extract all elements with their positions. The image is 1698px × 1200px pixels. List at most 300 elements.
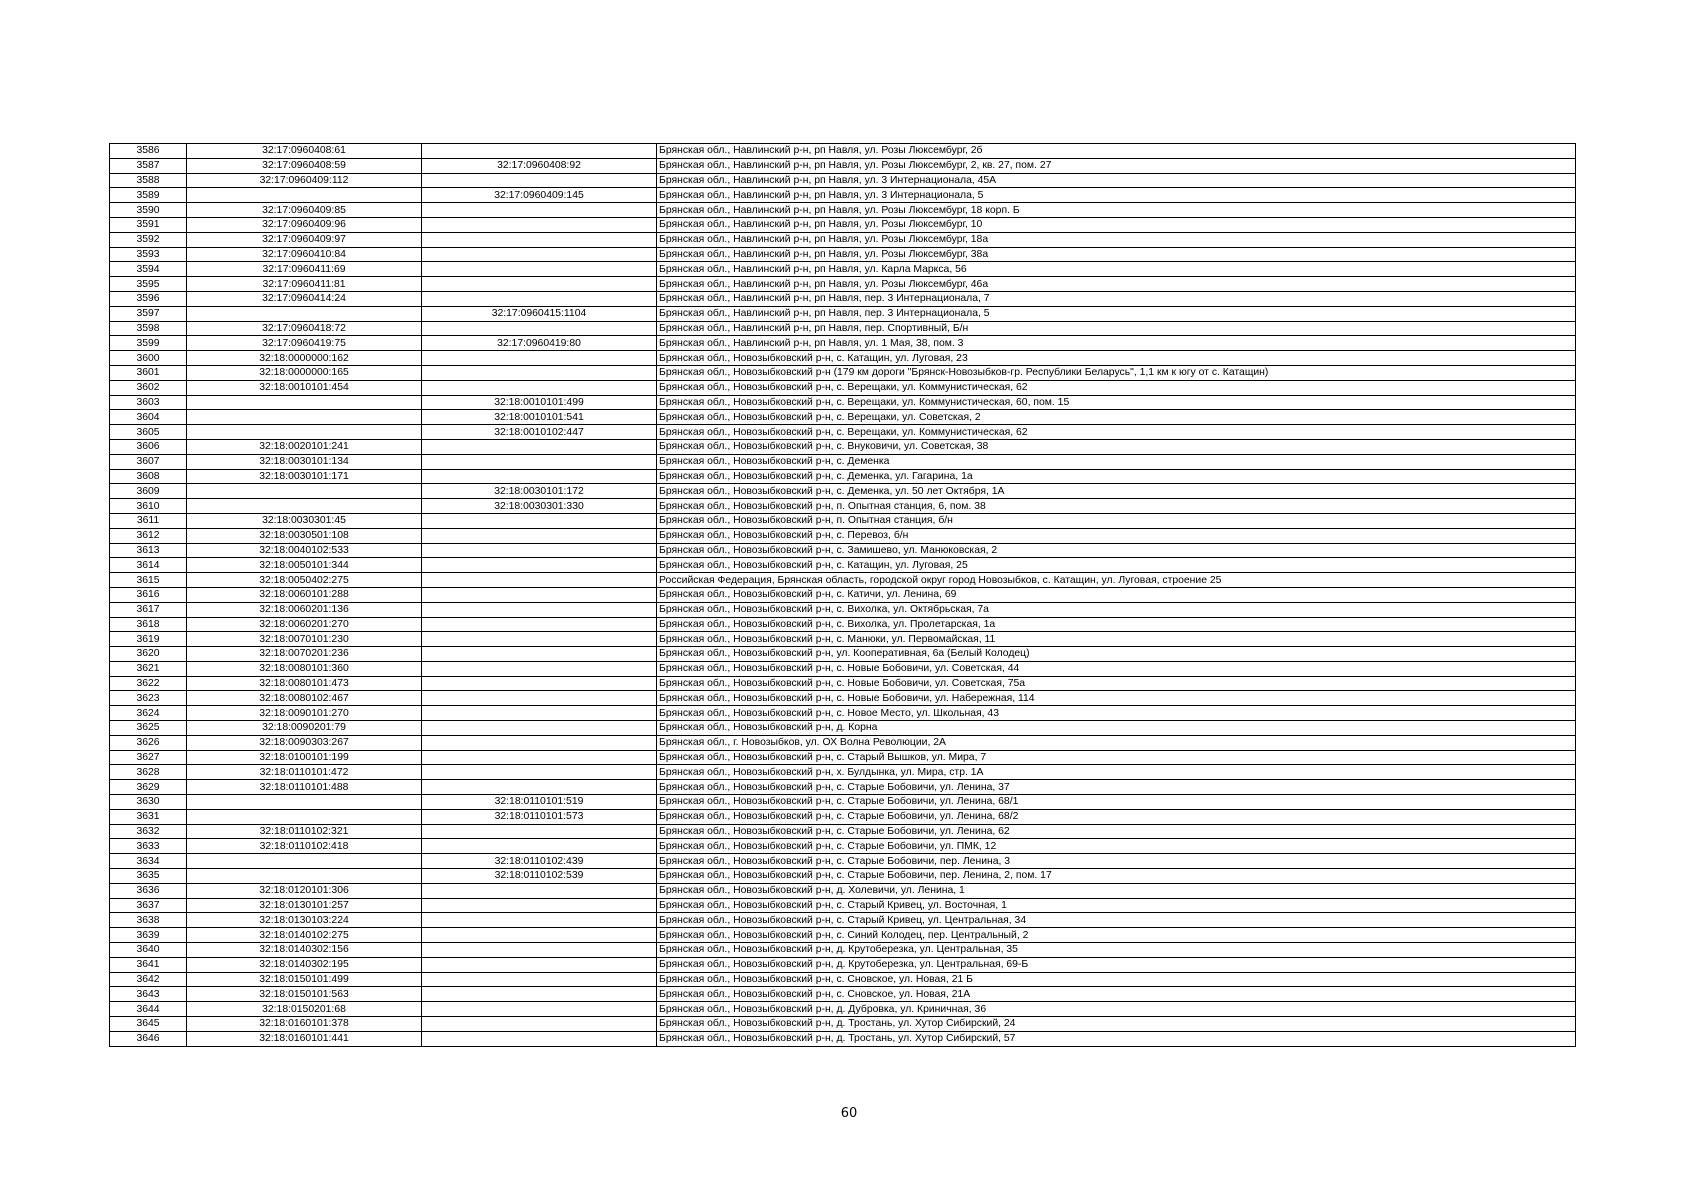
parent-cadastral-number-cell: 32:18:0030301:330 bbox=[422, 499, 657, 514]
table-row bbox=[110, 809, 1576, 824]
row-number-cell: 3640 bbox=[110, 943, 187, 958]
table-row bbox=[110, 869, 1576, 884]
parent-cadastral-number-cell bbox=[422, 247, 657, 262]
cadastral-number-cell: 32:18:0110101:472 bbox=[187, 765, 422, 780]
cadastral-number-cell: 32:17:0960419:75 bbox=[187, 336, 422, 351]
address-cell: Брянская обл., Новозыбковский р-н, с. Вихолка, ул. Октябрьская, 7а bbox=[657, 602, 1576, 617]
address-cell: Брянская обл., Новозыбковский р-н, с. Сновское, ул. Новая, 21 Б bbox=[657, 972, 1576, 987]
row-number-cell: 3646 bbox=[110, 1031, 187, 1046]
table-row bbox=[110, 499, 1576, 514]
row-number-cell: 3645 bbox=[110, 1017, 187, 1032]
row-number-cell: 3602 bbox=[110, 380, 187, 395]
table-row bbox=[110, 528, 1576, 543]
row-number-cell: 3606 bbox=[110, 439, 187, 454]
table-row bbox=[110, 188, 1576, 203]
parent-cadastral-number-cell bbox=[422, 587, 657, 602]
address-cell: Брянская обл., Новозыбковский р-н, с. Деменка bbox=[657, 454, 1576, 469]
parent-cadastral-number-cell bbox=[422, 617, 657, 632]
address-cell: Брянская обл., Новозыбковский р-н, ул. Кооперативная, 6а (Белый Колодец) bbox=[657, 647, 1576, 662]
address-cell: Брянская обл., Новозыбковский р-н, с. Старый Вышков, ул. Мира, 7 bbox=[657, 750, 1576, 765]
cadastral-number-cell bbox=[187, 795, 422, 810]
parent-cadastral-number-cell bbox=[422, 839, 657, 854]
table-row bbox=[110, 676, 1576, 691]
parent-cadastral-number-cell: 32:18:0010101:541 bbox=[422, 410, 657, 425]
parent-cadastral-number-cell: 32:18:0110101:573 bbox=[422, 809, 657, 824]
cadastral-number-cell: 32:18:0030101:134 bbox=[187, 454, 422, 469]
parent-cadastral-number-cell bbox=[422, 469, 657, 484]
row-number-cell: 3593 bbox=[110, 247, 187, 262]
cadastral-number-cell: 32:18:0120101:306 bbox=[187, 883, 422, 898]
row-number-cell: 3616 bbox=[110, 587, 187, 602]
parent-cadastral-number-cell bbox=[422, 750, 657, 765]
row-number-cell: 3594 bbox=[110, 262, 187, 277]
address-cell: Брянская обл., Новозыбковский р-н, с. Верещаки, ул. Коммунистическая, 60, пом. 15 bbox=[657, 395, 1576, 410]
parent-cadastral-number-cell bbox=[422, 676, 657, 691]
cadastral-number-cell: 32:17:0960408:61 bbox=[187, 144, 422, 159]
table-row bbox=[110, 854, 1576, 869]
table-row bbox=[110, 957, 1576, 972]
parent-cadastral-number-cell: 32:18:0010102:447 bbox=[422, 425, 657, 440]
row-number-cell: 3590 bbox=[110, 203, 187, 218]
cadastral-number-cell: 32:18:0160101:441 bbox=[187, 1031, 422, 1046]
table-row bbox=[110, 1031, 1576, 1046]
cadastral-number-cell: 32:18:0060101:288 bbox=[187, 587, 422, 602]
cadastral-number-cell bbox=[187, 854, 422, 869]
parent-cadastral-number-cell: 32:18:0010101:499 bbox=[422, 395, 657, 410]
parent-cadastral-number-cell bbox=[422, 898, 657, 913]
row-number-cell: 3622 bbox=[110, 676, 187, 691]
address-cell: Брянская обл., Новозыбковский р-н, с. Вихолка, ул. Пролетарская, 1а bbox=[657, 617, 1576, 632]
cadastral-number-cell: 32:17:0960411:69 bbox=[187, 262, 422, 277]
row-number-cell: 3631 bbox=[110, 809, 187, 824]
row-number-cell: 3642 bbox=[110, 972, 187, 987]
table-row bbox=[110, 617, 1576, 632]
parent-cadastral-number-cell bbox=[422, 173, 657, 188]
row-number-cell: 3607 bbox=[110, 454, 187, 469]
table-row bbox=[110, 898, 1576, 913]
cadastral-number-cell: 32:18:0140302:156 bbox=[187, 943, 422, 958]
row-number-cell: 3587 bbox=[110, 158, 187, 173]
table-row bbox=[110, 750, 1576, 765]
row-number-cell: 3586 bbox=[110, 144, 187, 159]
table-row bbox=[110, 661, 1576, 676]
address-cell: Брянская обл., Новозыбковский р-н, д. Корна bbox=[657, 721, 1576, 736]
row-number-cell: 3639 bbox=[110, 928, 187, 943]
parent-cadastral-number-cell bbox=[422, 573, 657, 588]
address-cell: Брянская обл., Новозыбковский р-н, с. Старые Бобовичи, пер. Ленина, 2, пом. 17 bbox=[657, 869, 1576, 884]
address-cell: Брянская обл., Новозыбковский р-н, п. Опытная станция, 6, пом. 38 bbox=[657, 499, 1576, 514]
address-cell: Брянская обл., Новозыбковский р-н, с. Новые Бобовичи, ул. Советская, 44 bbox=[657, 661, 1576, 676]
row-number-cell: 3608 bbox=[110, 469, 187, 484]
address-cell: Брянская обл., Навлинский р-н, рп Навля, пер. 3 Интернационала, 5 bbox=[657, 306, 1576, 321]
table-row bbox=[110, 735, 1576, 750]
row-number-cell: 3605 bbox=[110, 425, 187, 440]
table-row bbox=[110, 277, 1576, 292]
parent-cadastral-number-cell: 32:18:0110102:439 bbox=[422, 854, 657, 869]
table-row bbox=[110, 395, 1576, 410]
parent-cadastral-number-cell bbox=[422, 765, 657, 780]
address-cell: Брянская обл., Новозыбковский р-н, с. Старые Бобовичи, пер. Ленина, 3 bbox=[657, 854, 1576, 869]
cadastral-number-cell: 32:18:0000000:162 bbox=[187, 351, 422, 366]
parent-cadastral-number-cell: 32:18:0030101:172 bbox=[422, 484, 657, 499]
row-number-cell: 3635 bbox=[110, 869, 187, 884]
address-cell: Брянская обл., Навлинский р-н, рп Навля, пер. Спортивный, Б/н bbox=[657, 321, 1576, 336]
row-number-cell: 3629 bbox=[110, 780, 187, 795]
parent-cadastral-number-cell bbox=[422, 691, 657, 706]
parent-cadastral-number-cell bbox=[422, 351, 657, 366]
table-row bbox=[110, 203, 1576, 218]
cadastral-number-cell: 32:17:0960409:97 bbox=[187, 232, 422, 247]
row-number-cell: 3592 bbox=[110, 232, 187, 247]
table-row bbox=[110, 824, 1576, 839]
parent-cadastral-number-cell bbox=[422, 721, 657, 736]
table-row bbox=[110, 795, 1576, 810]
table-row bbox=[110, 439, 1576, 454]
cadastral-number-cell: 32:18:0090101:270 bbox=[187, 706, 422, 721]
row-number-cell: 3637 bbox=[110, 898, 187, 913]
address-cell: Брянская обл., Новозыбковский р-н, с. Верещаки, ул. Коммунистическая, 62 bbox=[657, 425, 1576, 440]
table-row bbox=[110, 1017, 1576, 1032]
parent-cadastral-number-cell bbox=[422, 513, 657, 528]
table-row bbox=[110, 928, 1576, 943]
table-row bbox=[110, 647, 1576, 662]
table-row bbox=[110, 380, 1576, 395]
parent-cadastral-number-cell bbox=[422, 232, 657, 247]
row-number-cell: 3596 bbox=[110, 291, 187, 306]
parent-cadastral-number-cell bbox=[422, 883, 657, 898]
address-cell: Брянская обл., Навлинский р-н, рп Навля, ул. 1 Мая, 38, пом. 3 bbox=[657, 336, 1576, 351]
row-number-cell: 3621 bbox=[110, 661, 187, 676]
cadastral-number-cell: 32:18:0130103:224 bbox=[187, 913, 422, 928]
cadastral-number-cell: 32:18:0080101:360 bbox=[187, 661, 422, 676]
address-cell: Брянская обл., г. Новозыбков, ул. ОХ Волна Революции, 2А bbox=[657, 735, 1576, 750]
address-cell: Брянская обл., Новозыбковский р-н, с. Верещаки, ул. Советская, 2 bbox=[657, 410, 1576, 425]
address-cell: Брянская обл., Новозыбковский р-н, с. Старые Бобовичи, ул. ПМК, 12 bbox=[657, 839, 1576, 854]
address-cell: Брянская обл., Новозыбковский р-н, с. Деменка, ул. Гагарина, 1а bbox=[657, 469, 1576, 484]
parent-cadastral-number-cell: 32:17:0960408:92 bbox=[422, 158, 657, 173]
table-row bbox=[110, 232, 1576, 247]
parent-cadastral-number-cell bbox=[422, 144, 657, 159]
address-cell: Брянская обл., Навлинский р-н, рп Навля, ул. 3 Интернационала, 45А bbox=[657, 173, 1576, 188]
address-cell: Брянская обл., Новозыбковский р-н, с. Старые Бобовичи, ул. Ленина, 68/2 bbox=[657, 809, 1576, 824]
table-row bbox=[110, 410, 1576, 425]
page-number: 60 bbox=[840, 1106, 858, 1121]
table-row bbox=[110, 217, 1576, 232]
cadastral-number-cell bbox=[187, 499, 422, 514]
table-row bbox=[110, 454, 1576, 469]
parent-cadastral-number-cell bbox=[422, 1002, 657, 1017]
parent-cadastral-number-cell bbox=[422, 380, 657, 395]
address-cell: Брянская обл., Новозыбковский р-н, с. Внуковичи, ул. Советская, 38 bbox=[657, 439, 1576, 454]
address-cell: Брянская обл., Навлинский р-н, рп Навля, ул. Розы Люксембург, 46а bbox=[657, 277, 1576, 292]
cadastral-number-cell: 32:18:0060201:270 bbox=[187, 617, 422, 632]
row-number-cell: 3604 bbox=[110, 410, 187, 425]
cadastral-number-cell: 32:18:0150101:499 bbox=[187, 972, 422, 987]
table-row bbox=[110, 632, 1576, 647]
parent-cadastral-number-cell bbox=[422, 1017, 657, 1032]
row-number-cell: 3620 bbox=[110, 647, 187, 662]
row-number-cell: 3612 bbox=[110, 528, 187, 543]
cadastral-number-cell: 32:18:0090201:79 bbox=[187, 721, 422, 736]
cadastral-number-cell: 32:17:0960410:84 bbox=[187, 247, 422, 262]
cadastral-number-cell: 32:18:0010101:454 bbox=[187, 380, 422, 395]
parent-cadastral-number-cell bbox=[422, 321, 657, 336]
address-cell: Брянская обл., Новозыбковский р-н, с. Замишево, ул. Манюковская, 2 bbox=[657, 543, 1576, 558]
parent-cadastral-number-cell bbox=[422, 528, 657, 543]
row-number-cell: 3633 bbox=[110, 839, 187, 854]
table-row bbox=[110, 587, 1576, 602]
row-number-cell: 3609 bbox=[110, 484, 187, 499]
row-number-cell: 3615 bbox=[110, 573, 187, 588]
parent-cadastral-number-cell bbox=[422, 735, 657, 750]
cadastral-number-cell: 32:18:0070201:236 bbox=[187, 647, 422, 662]
row-number-cell: 3634 bbox=[110, 854, 187, 869]
row-number-cell: 3591 bbox=[110, 217, 187, 232]
address-cell: Брянская обл., Навлинский р-н, рп Навля, пер. 3 Интернационала, 7 bbox=[657, 291, 1576, 306]
row-number-cell: 3624 bbox=[110, 706, 187, 721]
cadastral-number-cell: 32:17:0960408:59 bbox=[187, 158, 422, 173]
address-cell: Брянская обл., Новозыбковский р-н, х. Булдынка, ул. Мира, стр. 1А bbox=[657, 765, 1576, 780]
row-number-cell: 3603 bbox=[110, 395, 187, 410]
parent-cadastral-number-cell bbox=[422, 439, 657, 454]
table-row bbox=[110, 513, 1576, 528]
cadastral-number-cell: 32:18:0110102:418 bbox=[187, 839, 422, 854]
address-cell: Брянская обл., Навлинский р-н, рп Навля, ул. Розы Люксембург, 10 bbox=[657, 217, 1576, 232]
table-row bbox=[110, 839, 1576, 854]
table-row bbox=[110, 336, 1576, 351]
address-cell: Брянская обл., Навлинский р-н, рп Навля, ул. Розы Люксембург, 18 корп. Б bbox=[657, 203, 1576, 218]
parent-cadastral-number-cell bbox=[422, 1031, 657, 1046]
row-number-cell: 3618 bbox=[110, 617, 187, 632]
parent-cadastral-number-cell bbox=[422, 632, 657, 647]
cadastral-number-cell: 32:18:0070101:230 bbox=[187, 632, 422, 647]
row-number-cell: 3614 bbox=[110, 558, 187, 573]
row-number-cell: 3613 bbox=[110, 543, 187, 558]
address-cell: Брянская обл., Новозыбковский р-н (179 км дороги "Брянск-Новозыбков-гр. Республики Беларусь", 1,1 км к югу от с. Катащин) bbox=[657, 365, 1576, 380]
cadastral-number-cell: 32:18:0150201:68 bbox=[187, 1002, 422, 1017]
row-number-cell: 3628 bbox=[110, 765, 187, 780]
address-cell: Брянская обл., Новозыбковский р-н, с. Деменка, ул. 50 лет Октября, 1А bbox=[657, 484, 1576, 499]
address-cell: Брянская обл., Новозыбковский р-н, с. Катащин, ул. Луговая, 23 bbox=[657, 351, 1576, 366]
parent-cadastral-number-cell: 32:17:0960409:145 bbox=[422, 188, 657, 203]
cadastral-number-cell: 32:18:0110102:321 bbox=[187, 824, 422, 839]
address-cell: Брянская обл., Новозыбковский р-н, с. Синий Колодец, пер. Центральный, 2 bbox=[657, 928, 1576, 943]
address-cell: Брянская обл., Новозыбковский р-н, с. Старый Кривец, ул. Восточная, 1 bbox=[657, 898, 1576, 913]
parent-cadastral-number-cell bbox=[422, 217, 657, 232]
row-number-cell: 3643 bbox=[110, 987, 187, 1002]
cadastral-number-cell: 32:18:0130101:257 bbox=[187, 898, 422, 913]
address-cell: Брянская обл., Новозыбковский р-н, с. Старые Бобовичи, ул. Ленина, 62 bbox=[657, 824, 1576, 839]
row-number-cell: 3636 bbox=[110, 883, 187, 898]
table-row bbox=[110, 558, 1576, 573]
cadastral-number-cell bbox=[187, 484, 422, 499]
table-row bbox=[110, 573, 1576, 588]
address-cell: Брянская обл., Навлинский р-н, рп Навля, ул. Розы Люксембург, 18а bbox=[657, 232, 1576, 247]
parent-cadastral-number-cell bbox=[422, 543, 657, 558]
table-row bbox=[110, 321, 1576, 336]
table-row bbox=[110, 262, 1576, 277]
address-cell: Брянская обл., Новозыбковский р-н, д. Крутоберезка, ул. Центральная, 35 bbox=[657, 943, 1576, 958]
table-row bbox=[110, 765, 1576, 780]
table-row bbox=[110, 291, 1576, 306]
parent-cadastral-number-cell bbox=[422, 203, 657, 218]
registry-table bbox=[109, 143, 1576, 1047]
row-number-cell: 3626 bbox=[110, 735, 187, 750]
cadastral-number-cell bbox=[187, 869, 422, 884]
cadastral-number-cell: 32:18:0110101:488 bbox=[187, 780, 422, 795]
registry-table-body bbox=[110, 144, 1576, 1047]
parent-cadastral-number-cell bbox=[422, 454, 657, 469]
row-number-cell: 3644 bbox=[110, 1002, 187, 1017]
table-row bbox=[110, 306, 1576, 321]
row-number-cell: 3641 bbox=[110, 957, 187, 972]
cadastral-number-cell: 32:17:0960411:81 bbox=[187, 277, 422, 292]
row-number-cell: 3611 bbox=[110, 513, 187, 528]
table-row bbox=[110, 972, 1576, 987]
table-row bbox=[110, 425, 1576, 440]
cadastral-number-cell bbox=[187, 410, 422, 425]
cadastral-number-cell: 32:18:0160101:378 bbox=[187, 1017, 422, 1032]
cadastral-number-cell: 32:18:0030101:171 bbox=[187, 469, 422, 484]
parent-cadastral-number-cell bbox=[422, 558, 657, 573]
address-cell: Брянская обл., Новозыбковский р-н, с. Сновское, ул. Новая, 21А bbox=[657, 987, 1576, 1002]
address-cell: Брянская обл., Навлинский р-н, рп Навля, ул. Розы Люксембург, 38а bbox=[657, 247, 1576, 262]
cadastral-number-cell: 32:18:0030501:108 bbox=[187, 528, 422, 543]
address-cell: Брянская обл., Новозыбковский р-н, с. Катащин, ул. Луговая, 25 bbox=[657, 558, 1576, 573]
row-number-cell: 3610 bbox=[110, 499, 187, 514]
address-cell: Брянская обл., Новозыбковский р-н, д. Крутоберезка, ул. Центральная, 69-Б bbox=[657, 957, 1576, 972]
cadastral-number-cell: 32:18:0090303:267 bbox=[187, 735, 422, 750]
cadastral-number-cell: 32:18:0060201:136 bbox=[187, 602, 422, 617]
cadastral-number-cell: 32:18:0080102:467 bbox=[187, 691, 422, 706]
address-cell: Брянская обл., Навлинский р-н, рп Навля, ул. Розы Люксембург, 2, кв. 27, пом. 27 bbox=[657, 158, 1576, 173]
parent-cadastral-number-cell bbox=[422, 780, 657, 795]
cadastral-number-cell: 32:18:0030301:45 bbox=[187, 513, 422, 528]
parent-cadastral-number-cell bbox=[422, 277, 657, 292]
cadastral-number-cell bbox=[187, 425, 422, 440]
address-cell: Брянская обл., Новозыбковский р-н, с. Верещаки, ул. Коммунистическая, 62 bbox=[657, 380, 1576, 395]
table-row bbox=[110, 691, 1576, 706]
cadastral-number-cell: 32:17:0960409:85 bbox=[187, 203, 422, 218]
table-row bbox=[110, 247, 1576, 262]
row-number-cell: 3638 bbox=[110, 913, 187, 928]
parent-cadastral-number-cell bbox=[422, 928, 657, 943]
cadastral-number-cell: 32:18:0020101:241 bbox=[187, 439, 422, 454]
cadastral-number-cell: 32:18:0150101:563 bbox=[187, 987, 422, 1002]
cadastral-number-cell: 32:17:0960409:112 bbox=[187, 173, 422, 188]
address-cell: Брянская обл., Новозыбковский р-н, с. Новые Бобовичи, ул. Советская, 75а bbox=[657, 676, 1576, 691]
table-row bbox=[110, 144, 1576, 159]
cadastral-number-cell: 32:17:0960418:72 bbox=[187, 321, 422, 336]
table-row bbox=[110, 943, 1576, 958]
cadastral-number-cell bbox=[187, 395, 422, 410]
row-number-cell: 3599 bbox=[110, 336, 187, 351]
parent-cadastral-number-cell bbox=[422, 972, 657, 987]
parent-cadastral-number-cell: 32:18:0110101:519 bbox=[422, 795, 657, 810]
table-row bbox=[110, 602, 1576, 617]
address-cell: Брянская обл., Навлинский р-н, рп Навля, ул. Розы Люксембург, 2б bbox=[657, 144, 1576, 159]
parent-cadastral-number-cell bbox=[422, 661, 657, 676]
address-cell: Брянская обл., Новозыбковский р-н, с. Новые Бобовичи, ул. Набережная, 114 bbox=[657, 691, 1576, 706]
table-row bbox=[110, 883, 1576, 898]
table-row bbox=[110, 780, 1576, 795]
row-number-cell: 3600 bbox=[110, 351, 187, 366]
cadastral-number-cell: 32:17:0960409:96 bbox=[187, 217, 422, 232]
address-cell: Брянская обл., Новозыбковский р-н, д. Холевичи, ул. Ленина, 1 bbox=[657, 883, 1576, 898]
parent-cadastral-number-cell bbox=[422, 957, 657, 972]
row-number-cell: 3601 bbox=[110, 365, 187, 380]
table-row bbox=[110, 543, 1576, 558]
parent-cadastral-number-cell bbox=[422, 706, 657, 721]
cadastral-number-cell: 32:18:0140302:195 bbox=[187, 957, 422, 972]
row-number-cell: 3617 bbox=[110, 602, 187, 617]
cadastral-number-cell: 32:17:0960414:24 bbox=[187, 291, 422, 306]
row-number-cell: 3623 bbox=[110, 691, 187, 706]
address-cell: Брянская обл., Новозыбковский р-н, с. Старые Бобовичи, ул. Ленина, 68/1 bbox=[657, 795, 1576, 810]
address-cell: Брянская обл., Новозыбковский р-н, с. Старые Бобовичи, ул. Ленина, 37 bbox=[657, 780, 1576, 795]
table-row bbox=[110, 351, 1576, 366]
row-number-cell: 3597 bbox=[110, 306, 187, 321]
row-number-cell: 3595 bbox=[110, 277, 187, 292]
address-cell: Брянская обл., Новозыбковский р-н, с. Перевоз, б/н bbox=[657, 528, 1576, 543]
cadastral-number-cell: 32:18:0000000:165 bbox=[187, 365, 422, 380]
address-cell: Российская Федерация, Брянская область, городской округ город Новозыбков, с. Катащин, ул. Луговая, строение 25 bbox=[657, 573, 1576, 588]
table-row bbox=[110, 173, 1576, 188]
parent-cadastral-number-cell bbox=[422, 262, 657, 277]
address-cell: Брянская обл., Новозыбковский р-н, п. Опытная станция, б/н bbox=[657, 513, 1576, 528]
row-number-cell: 3627 bbox=[110, 750, 187, 765]
address-cell: Брянская обл., Новозыбковский р-н, д. Дубровка, ул. Криничная, 36 bbox=[657, 1002, 1576, 1017]
parent-cadastral-number-cell bbox=[422, 824, 657, 839]
parent-cadastral-number-cell: 32:17:0960415:1104 bbox=[422, 306, 657, 321]
address-cell: Брянская обл., Новозыбковский р-н, с. Старый Кривец, ул. Центральная, 34 bbox=[657, 913, 1576, 928]
address-cell: Брянская обл., Новозыбковский р-н, д. Тростань, ул. Хутор Сибирский, 57 bbox=[657, 1031, 1576, 1046]
cadastral-number-cell: 32:18:0050101:344 bbox=[187, 558, 422, 573]
cadastral-number-cell: 32:18:0080101:473 bbox=[187, 676, 422, 691]
table-row bbox=[110, 1002, 1576, 1017]
cadastral-number-cell bbox=[187, 188, 422, 203]
address-cell: Брянская обл., Навлинский р-н, рп Навля, ул. Карла Маркса, 56 bbox=[657, 262, 1576, 277]
table-row bbox=[110, 469, 1576, 484]
table-row bbox=[110, 913, 1576, 928]
parent-cadastral-number-cell: 32:17:0960419:80 bbox=[422, 336, 657, 351]
cadastral-number-cell: 32:18:0040102:533 bbox=[187, 543, 422, 558]
row-number-cell: 3625 bbox=[110, 721, 187, 736]
row-number-cell: 3630 bbox=[110, 795, 187, 810]
parent-cadastral-number-cell bbox=[422, 365, 657, 380]
table-row bbox=[110, 365, 1576, 380]
table-row bbox=[110, 484, 1576, 499]
cadastral-number-cell: 32:18:0050402:275 bbox=[187, 573, 422, 588]
address-cell: Брянская обл., Новозыбковский р-н, с. Катичи, ул. Ленина, 69 bbox=[657, 587, 1576, 602]
parent-cadastral-number-cell bbox=[422, 987, 657, 1002]
address-cell: Брянская обл., Новозыбковский р-н, д. Тростань, ул. Хутор Сибирский, 24 bbox=[657, 1017, 1576, 1032]
parent-cadastral-number-cell bbox=[422, 291, 657, 306]
address-cell: Брянская обл., Навлинский р-н, рп Навля, ул. 3 Интернационала, 5 bbox=[657, 188, 1576, 203]
parent-cadastral-number-cell: 32:18:0110102:539 bbox=[422, 869, 657, 884]
table-row bbox=[110, 158, 1576, 173]
cadastral-number-cell bbox=[187, 306, 422, 321]
table-row bbox=[110, 987, 1576, 1002]
cadastral-number-cell bbox=[187, 809, 422, 824]
address-cell: Брянская обл., Новозыбковский р-н, с. Новое Место, ул. Школьная, 43 bbox=[657, 706, 1576, 721]
parent-cadastral-number-cell bbox=[422, 602, 657, 617]
table-row bbox=[110, 706, 1576, 721]
cadastral-number-cell: 32:18:0140102:275 bbox=[187, 928, 422, 943]
parent-cadastral-number-cell bbox=[422, 647, 657, 662]
row-number-cell: 3589 bbox=[110, 188, 187, 203]
table-row bbox=[110, 721, 1576, 736]
